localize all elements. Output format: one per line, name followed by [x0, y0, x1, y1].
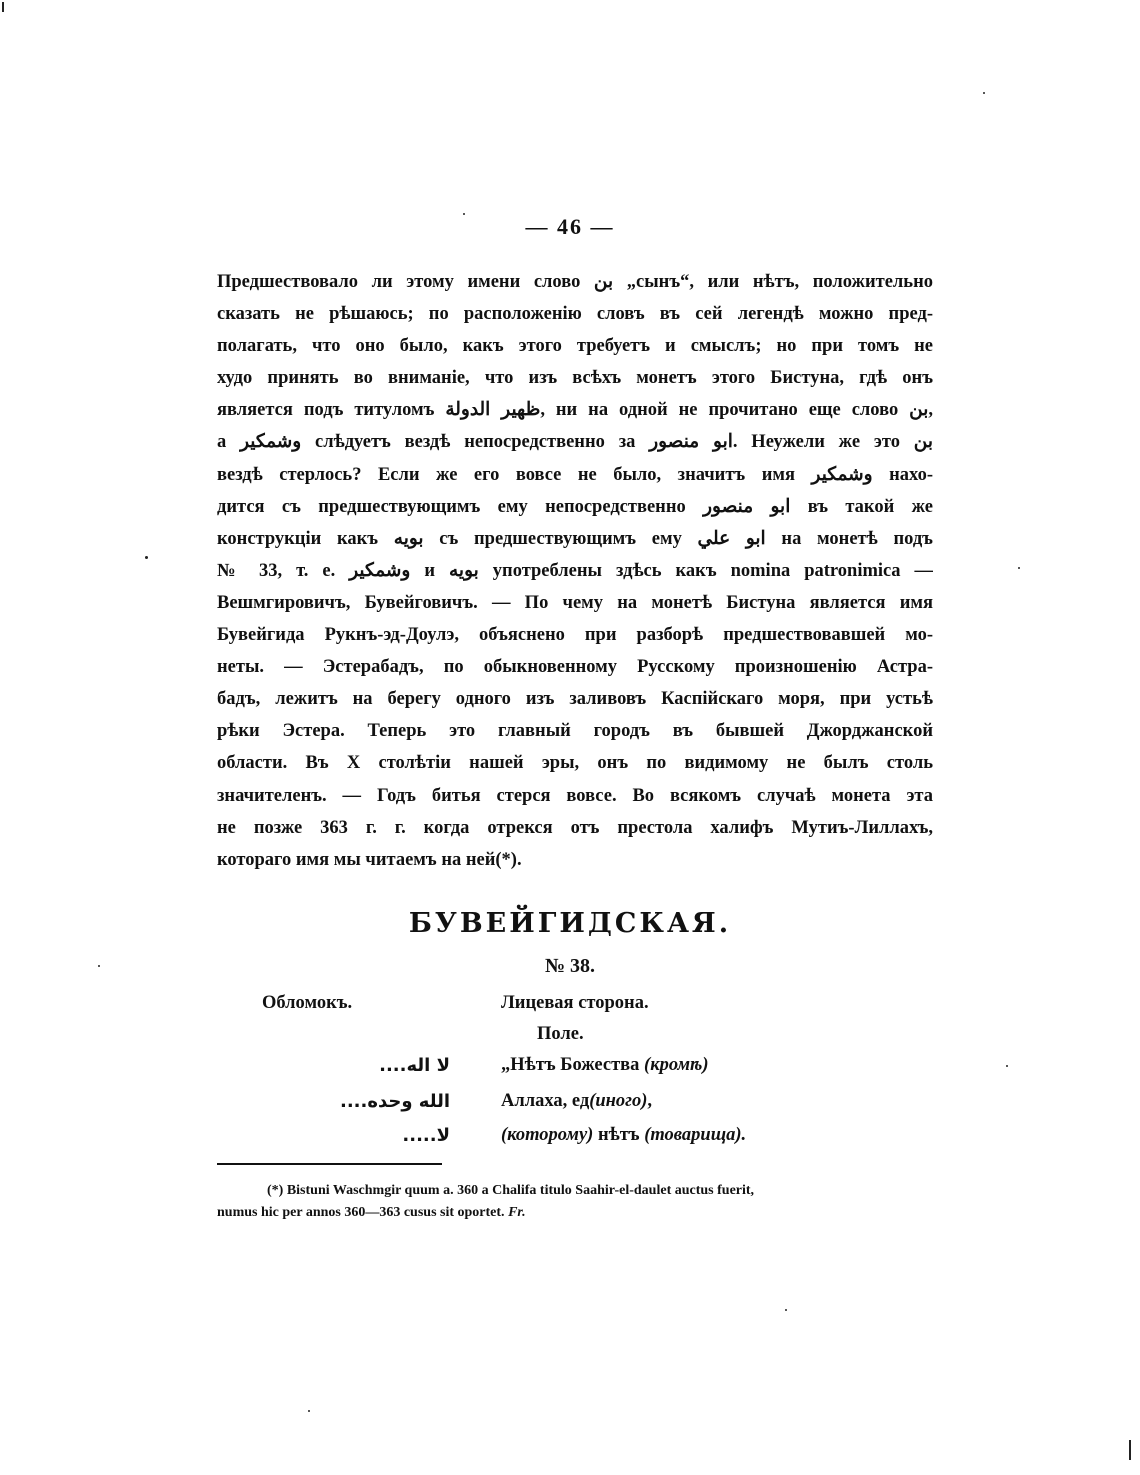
body-line: вездѣ стерлось? Если же его вовсе не было, значитъ имя وشمكير нахо-: [217, 464, 933, 485]
section-heading: БУВЕЙГИДСКАЯ.: [408, 908, 732, 939]
legend-arabic-line: لا اله....: [379, 1055, 450, 1076]
body-line: бадъ, лежитъ на берегу одного изъ заливовъ Каспійскаго моря, при устьѣ: [217, 689, 933, 710]
body-line: конструкціи какъ بويه съ предшествующимъ ему ابو علي на монетѣ подъ: [217, 528, 933, 549]
legend-italic-text: (которому): [501, 1125, 594, 1145]
legend-translation-line: [501, 1125, 746, 1146]
scan-mark: [1129, 1440, 1131, 1460]
legend-text: ,: [647, 1091, 653, 1111]
body-line: не позже 363 г. г. когда отрекся отъ престола халифъ Мутиъ-Лиллахъ,: [217, 817, 933, 838]
scan-speck: [983, 92, 985, 94]
scan-speck: [785, 1309, 787, 1311]
body-line: области. Въ X столѣтіи нашей эры, онъ по видимому не былъ столь: [217, 753, 933, 774]
scan-speck: [1006, 1065, 1008, 1067]
legend-text: „Нѣтъ Божества: [501, 1055, 645, 1075]
body-line: рѣки Эстера. Теперь это главный городъ въ бывшей Джорджанской: [217, 721, 933, 742]
footnote: [217, 1180, 933, 1224]
legend-arabic-line: الله وحده....: [340, 1091, 450, 1112]
body-line: дится съ предшествующимъ ему непосредственно ابو منصور въ такой же: [217, 496, 933, 517]
body-line: котораго имя мы читаемъ на ней(*).: [217, 849, 522, 870]
side-label: Лицевая сторона.: [501, 993, 649, 1013]
scan-speck: [145, 556, 148, 559]
body-line: Предшествовало ли этому имени слово بن „сынъ“, или нѣтъ, положительно: [217, 272, 933, 292]
body-line: полагать, что оно было, какъ этого требуетъ и смыслъ; но при томъ не: [217, 336, 933, 357]
body-line: значителенъ. — Годъ битья стерся вовсе. Во всякомъ случаѣ монета эта: [217, 785, 933, 806]
footnote-signature: Fr.: [508, 1205, 526, 1220]
fragment-label: Обломокъ.: [262, 993, 353, 1013]
legend-italic-text: (кромѣ): [644, 1055, 709, 1075]
scan-speck: [98, 965, 100, 967]
body-line: неты. — Эстерабадъ, по обыкновенному Русскому произношенію Астра-: [217, 657, 933, 678]
body-paragraph: [217, 266, 933, 876]
legend-arabic-line: لا.....: [402, 1125, 450, 1146]
legend-italic-text: (товарища).: [644, 1125, 747, 1145]
body-line: Вешмгировичъ, Бувейговичъ. — По чему на монетѣ Бистуна является имя: [217, 592, 933, 613]
body-line: сказать не рѣшаюсь; по расположенію словъ въ сей легендѣ можно пред-: [217, 304, 933, 325]
field-label: Поле.: [537, 1024, 584, 1044]
legend-translation-line: [501, 1091, 652, 1112]
footnote-line: [217, 1202, 933, 1224]
scan-speck: [1018, 567, 1020, 569]
body-line: является подъ титуломъ ظهير الدولة, ни на одной не прочитано еще слово بن,: [217, 400, 933, 421]
legend-text: нѣтъ: [593, 1125, 645, 1145]
footnote-line: (*) Bistuni Waschmgir quum a. 360 a Chalifa titulo Saahir-el-daulet auctus fuerit,: [267, 1183, 755, 1198]
page-number: — 46 —: [525, 214, 615, 239]
body-line: Бувейгида Рукнъ-эд-Доулэ, объяснено при разборѣ предшествовавшей мо-: [217, 625, 933, 646]
body-line: а وشمكير слѣдуетъ вездѣ непосредственно за ابو منصور. Неужели же это بن: [217, 432, 933, 453]
body-line: худо принять во вниманіе, что изъ всѣхъ монетъ этого Бистуна, гдѣ онъ: [217, 368, 933, 389]
scan-speck: [308, 1410, 310, 1412]
footnote-divider: [217, 1163, 442, 1165]
footnote-text: numus hic per annos 360—363 cusus sit oportet.: [217, 1205, 505, 1220]
legend-italic-text: (иного): [589, 1091, 648, 1111]
legend-translation-line: [501, 1055, 709, 1076]
scan-mark: [2, 2, 4, 12]
legend-text: Аллаха, ед: [501, 1091, 590, 1111]
scan-speck: [463, 213, 465, 215]
coin-number: № 38.: [544, 955, 596, 977]
body-line: № 33, т. е. وشمكير и بويه употреблены здѣсь какъ nomina patronimica —: [217, 560, 933, 581]
